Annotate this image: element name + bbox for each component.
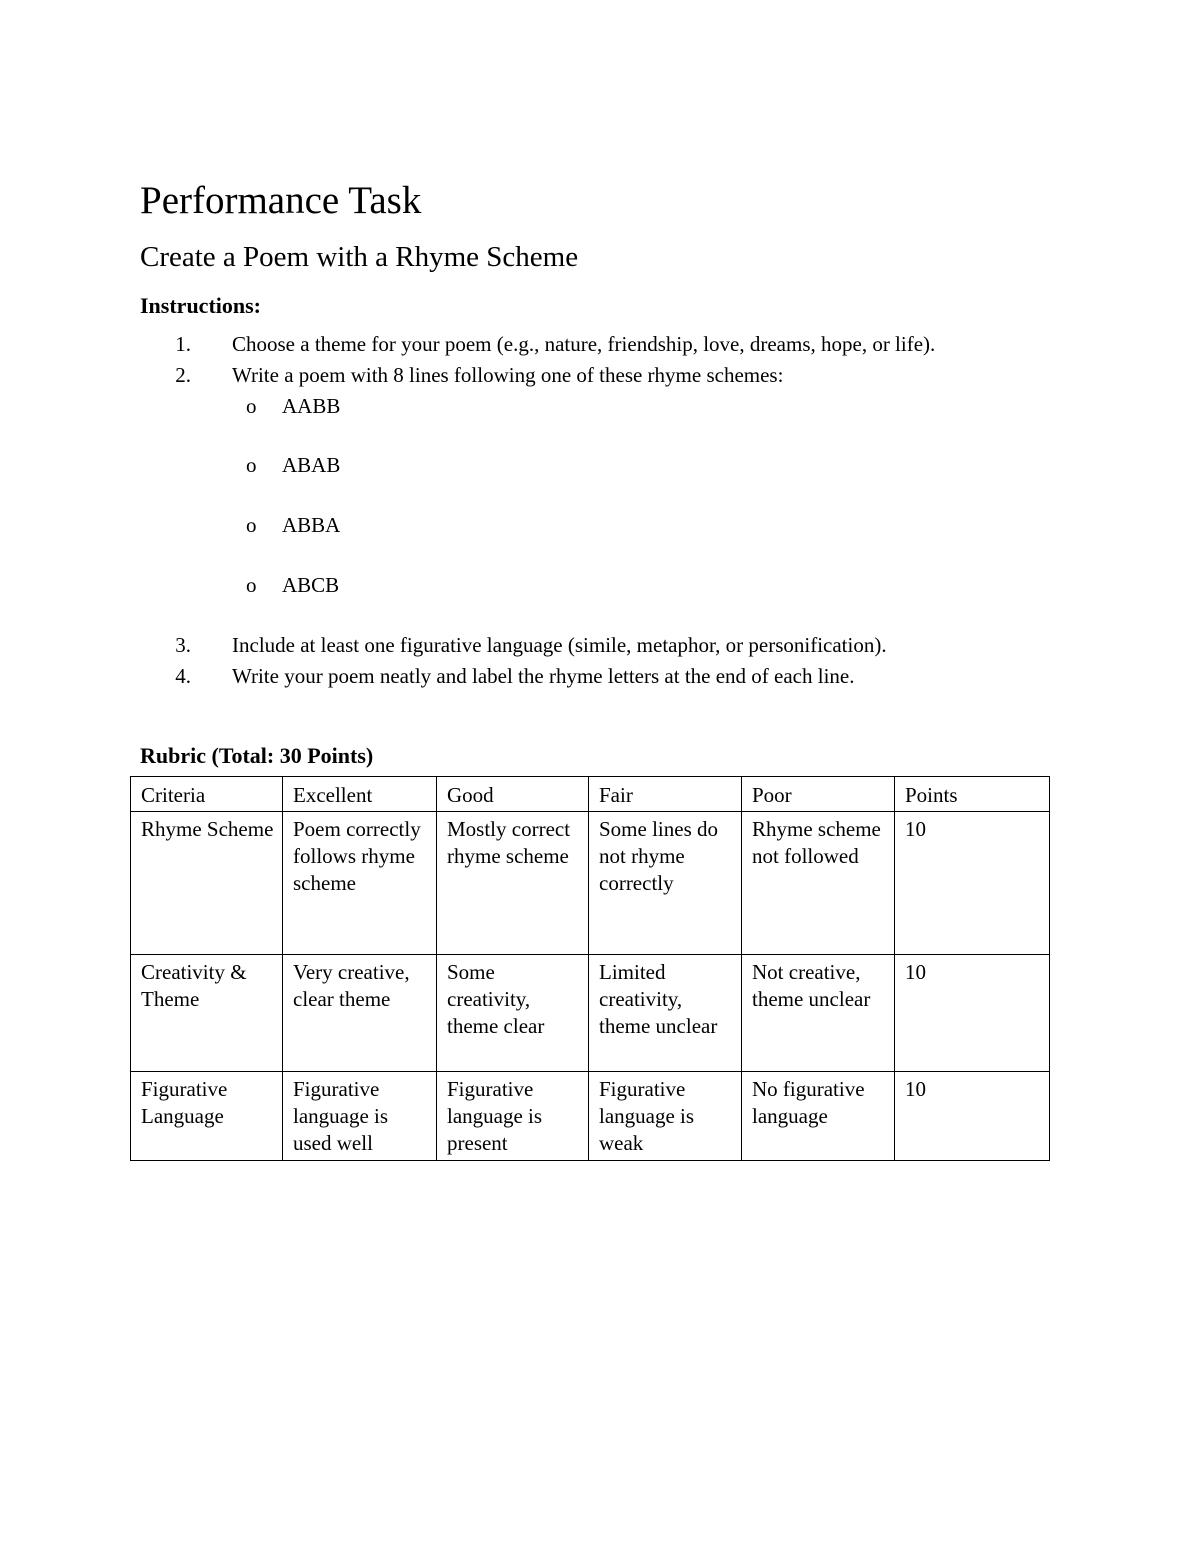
table-cell: 10 — [895, 955, 1050, 1072]
rhyme-scheme-label: ABAB — [282, 453, 341, 477]
page-subtitle: Create a Poem with a Rhyme Scheme — [140, 241, 579, 273]
table-cell: 10 — [895, 1072, 1050, 1161]
header-fair: Fair — [589, 777, 742, 812]
header-excellent: Excellent — [283, 777, 437, 812]
bullet-icon: o — [246, 453, 257, 477]
table-cell: Figurative language is weak — [589, 1072, 742, 1161]
table-cell: Rhyme scheme not followed — [742, 812, 895, 955]
instructions-heading: Instructions: — [140, 293, 262, 318]
table-cell: Some lines do not rhyme correctly — [589, 812, 742, 955]
rhyme-scheme-label: AABB — [282, 394, 341, 418]
table-cell: Limited creativity, theme unclear — [589, 955, 742, 1072]
table-cell: No figurative language — [742, 1072, 895, 1161]
table-row — [131, 812, 1050, 955]
table-row — [131, 955, 1050, 1072]
header-poor: Poor — [742, 777, 895, 812]
page-title: Performance Task — [140, 179, 422, 222]
step-text: Include at least one figurative language (simile, metaphor, or personification). — [232, 633, 887, 657]
table-cell: Some creativity, theme clear — [437, 955, 589, 1072]
bullet-icon: o — [246, 394, 257, 418]
rubric-heading: Rubric (Total: 30 Points) — [140, 743, 374, 768]
table-cell: Figurative language is present — [437, 1072, 589, 1161]
rubric-header-row — [131, 777, 1050, 812]
step-number: 2. — [175, 363, 191, 387]
rhyme-scheme-label: ABCB — [282, 573, 340, 597]
table-row — [131, 1072, 1050, 1161]
bullet-icon: o — [246, 573, 257, 597]
table-cell: Mostly correct rhyme scheme — [437, 812, 589, 955]
header-criteria: Criteria — [131, 777, 283, 812]
step-text: Choose a theme for your poem (e.g., nature, friendship, love, dreams, hope, or life). — [232, 332, 936, 356]
table-cell: Rhyme Scheme — [131, 812, 283, 955]
table-cell: Figurative Language — [131, 1072, 283, 1161]
table-cell: Creativity & Theme — [131, 955, 283, 1072]
header-good: Good — [437, 777, 589, 812]
table-cell: Figurative language is used well — [283, 1072, 437, 1161]
step-number: 3. — [175, 633, 191, 657]
table-cell: Poem correctly follows rhyme scheme — [283, 812, 437, 955]
table-cell: Not creative, theme unclear — [742, 955, 895, 1072]
bullet-icon: o — [246, 513, 257, 537]
table-cell: Very creative, clear theme — [283, 955, 437, 1072]
rhyme-scheme-label: ABBA — [282, 513, 341, 537]
step-text: Write your poem neatly and label the rhyme letters at the end of each line. — [232, 664, 855, 688]
step-number: 1. — [175, 332, 191, 356]
step-number: 4. — [175, 664, 191, 688]
header-points: Points — [895, 777, 1050, 812]
rubric-table — [130, 776, 1050, 1161]
table-cell: 10 — [895, 812, 1050, 955]
step-text: Write a poem with 8 lines following one of these rhyme schemes: — [232, 363, 784, 387]
